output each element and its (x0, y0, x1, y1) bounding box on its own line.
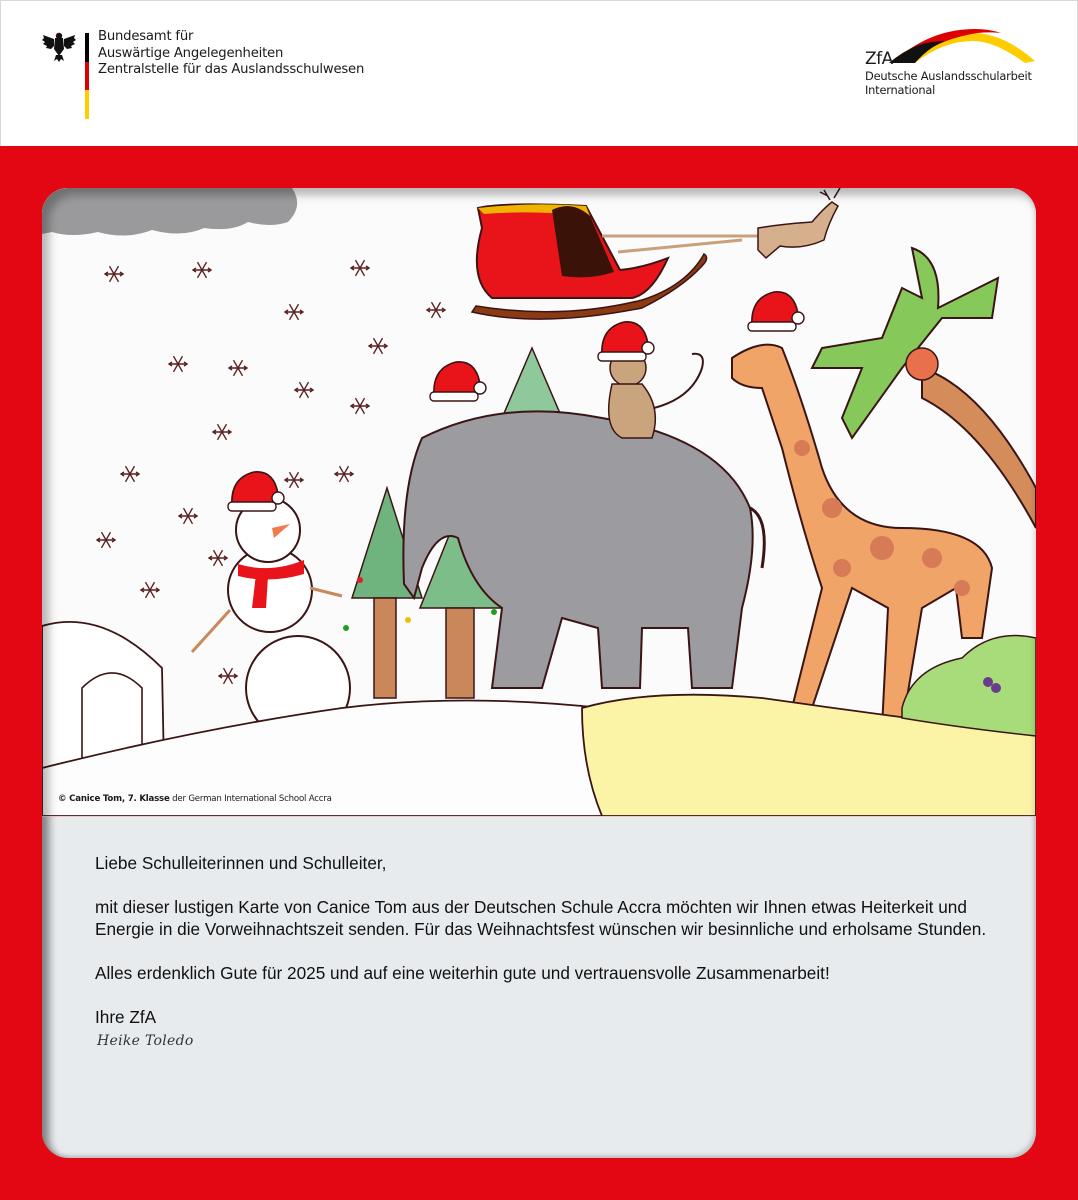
message-paragraph-1: mit dieser lustigen Karte von Canice Tom aus der Deutschen Schule Accra möchten wir Ihnen etwas Heiterkeit und Energie in die Vorweihnachtszeit senden. Für das Weihnachtsfest wünschen wir besinnliche und erholsame Stunden. (95, 897, 987, 939)
christmas-drawing (42, 188, 1036, 816)
reindeer (758, 188, 840, 258)
zfa-logo (863, 27, 1043, 97)
federal-eagle-icon (41, 29, 77, 65)
green-bush (902, 636, 1036, 737)
zfa-name-line-1: Deutsche Auslandsschularbeit (865, 69, 1032, 83)
salutation: Liebe Schulleiterinnen und Schulleiter, (95, 853, 387, 873)
credit-school: der German International School Accra (169, 794, 332, 804)
federal-office-line-2: Auswärtige Angelegenheiten (98, 45, 284, 61)
greeting-message (95, 852, 995, 1052)
zfa-name-line-2: International (865, 83, 936, 97)
zfa-abbreviation: ZfA (865, 49, 893, 69)
drawing-divider (42, 816, 1036, 817)
greeting-card (42, 188, 1036, 1158)
closing: Ihre ZfA (95, 1007, 157, 1027)
page-header (0, 0, 1078, 146)
signature: Heike Toledo (97, 1033, 194, 1049)
monkey (598, 322, 703, 438)
message-paragraph-2: Alles erdenklich Gute für 2025 und auf eine weiterhin gute und vertrauensvolle Zusammenarbeit! (95, 963, 830, 983)
federal-office-line-1: Bundesamt für (98, 29, 194, 44)
federal-office-name (98, 29, 364, 79)
drawing-credit (58, 794, 332, 804)
federal-office-line-3: Zentralstelle für das Auslandsschulwesen (98, 62, 365, 77)
santa-sleigh (472, 204, 758, 319)
snowman (192, 472, 350, 740)
storm-cloud (42, 188, 297, 236)
credit-artist: © Canice Tom, 7. Klasse (58, 794, 170, 804)
drawing-illustration (42, 188, 1036, 816)
german-flag-bar (85, 33, 89, 119)
red-frame (0, 146, 1078, 1200)
palm-tree (812, 248, 1036, 528)
